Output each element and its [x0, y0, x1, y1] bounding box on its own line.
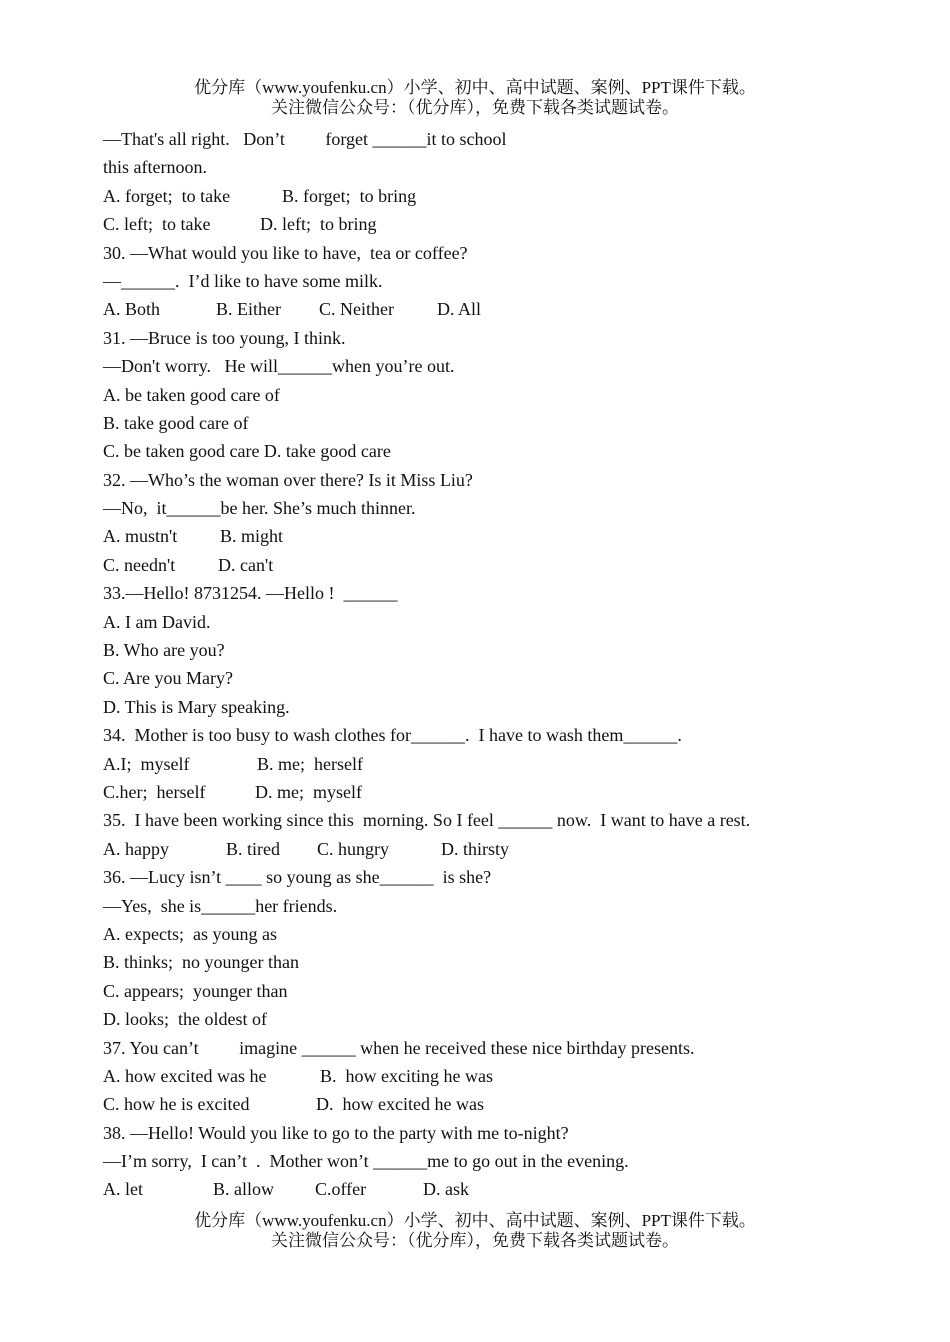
line-text: B. Who are you?	[103, 640, 225, 661]
text-line	[103, 579, 923, 607]
answer-option: A.I; myself	[103, 753, 190, 774]
answer-option: B. might	[220, 526, 284, 547]
answer-option: A. Both	[103, 299, 161, 320]
line-text: A. expects; as young as	[103, 923, 277, 944]
text-line	[103, 664, 923, 692]
options-line	[103, 1090, 923, 1118]
line-text: B. thinks; no younger than	[103, 952, 299, 973]
answer-option: A. let	[103, 1179, 143, 1200]
answer-option: B. how exciting he was	[320, 1065, 493, 1086]
page-footer	[0, 1211, 950, 1251]
line-text: —______. I’d like to have some milk.	[103, 270, 383, 291]
answer-option: B. tired	[226, 838, 280, 859]
text-line	[103, 437, 923, 465]
line-text: —I’m sorry, I can’t . Mother won’t ______me to go out in the evening.	[103, 1151, 629, 1172]
text-line	[103, 1005, 923, 1033]
line-text: 35. I have been working since this morning. So I feel ______ now. I want to have a rest.	[103, 810, 751, 831]
answer-option: C. Neither	[319, 299, 394, 320]
options-line	[103, 778, 923, 806]
line-text: 34. Mother is too busy to wash clothes for______. I have to wash them______.	[103, 725, 682, 746]
options-line	[103, 750, 923, 778]
answer-option: D. can't	[218, 554, 274, 575]
question-content	[103, 125, 923, 1204]
line-text: 36. —Lucy isn’t ____ so young as she______ is she?	[103, 867, 492, 888]
text-line	[103, 1147, 923, 1175]
text-line	[103, 806, 923, 834]
line-text: —Yes, she is______her friends.	[103, 895, 338, 916]
text-line	[103, 920, 923, 948]
line-text: —Don't worry. He will______when you’re out.	[103, 356, 455, 377]
answer-option: C. left; to take	[103, 214, 211, 235]
text-line	[103, 494, 923, 522]
answer-option: A. how excited was he	[103, 1065, 267, 1086]
line-text: D. This is Mary speaking.	[103, 696, 290, 717]
text-line	[103, 466, 923, 494]
options-line	[103, 522, 923, 550]
text-line	[103, 892, 923, 920]
text-line	[103, 381, 923, 409]
line-text: —No, it______be her. She’s much thinner.	[103, 498, 416, 519]
options-line	[103, 295, 923, 323]
answer-option: D. thirsty	[441, 838, 510, 859]
line-text: A. I am David.	[103, 611, 211, 632]
answer-option: B. forget; to bring	[282, 185, 417, 206]
line-text: C. be taken good care D. take good care	[103, 441, 391, 462]
options-line	[103, 1062, 923, 1090]
text-line	[103, 1119, 923, 1147]
text-line	[103, 352, 923, 380]
text-line	[103, 721, 923, 749]
text-line	[103, 267, 923, 295]
answer-option: D. me; myself	[255, 781, 362, 802]
options-line	[103, 210, 923, 238]
text-line	[103, 324, 923, 352]
line-text: 31. —Bruce is too young, I think.	[103, 327, 346, 348]
line-text: —That's all right. Don’t forget ______it to school	[103, 129, 507, 149]
text-line	[103, 409, 923, 437]
answer-option: B. me; herself	[257, 753, 363, 774]
line-text: 30. —What would you like to have, tea or coffee?	[103, 242, 468, 263]
answer-option: D. All	[437, 299, 482, 320]
line-text: B. take good care of	[103, 412, 249, 433]
text-line	[103, 125, 923, 153]
page-header	[0, 78, 950, 118]
line-text: 32. —Who’s the woman over there? Is it Miss Liu?	[103, 469, 473, 490]
answer-option: C. hungry	[317, 838, 389, 859]
text-line	[103, 863, 923, 891]
answer-option: C.her; herself	[103, 781, 206, 802]
line-text: C. Are you Mary?	[103, 668, 233, 689]
header-line-1: 优分库（www.youfenku.cn）小学、初中、高中试题、案例、PPT课件下载。	[194, 78, 756, 97]
text-line	[103, 977, 923, 1005]
header-line-2: 关注微信公众号：（优分库），免费下载各类试题试卷。	[271, 98, 679, 117]
answer-option: D. how excited he was	[316, 1094, 484, 1115]
options-line	[103, 835, 923, 863]
line-text: 38. —Hello! Would you like to go to the party with me to-night?	[103, 1122, 569, 1143]
line-text: 37. You can’t imagine ______ when he received these nice birthday presents.	[103, 1037, 695, 1058]
answer-option: A. forget; to take	[103, 185, 231, 206]
answer-option: A. happy	[103, 838, 169, 859]
footer-line-2: 关注微信公众号：（优分库），免费下载各类试题试卷。	[271, 1231, 679, 1250]
answer-option: C.offer	[315, 1179, 367, 1200]
line-text: A. be taken good care of	[103, 384, 280, 405]
answer-option: C. needn't	[103, 554, 176, 575]
text-line	[103, 1034, 923, 1062]
text-line	[103, 693, 923, 721]
text-line	[103, 608, 923, 636]
answer-option: A. mustn't	[103, 526, 178, 547]
line-text: this afternoon.	[103, 157, 207, 178]
answer-option: B. allow	[213, 1179, 274, 1200]
text-line	[103, 636, 923, 664]
footer-line-1: 优分库（www.youfenku.cn）小学、初中、高中试题、案例、PPT课件下载。	[194, 1211, 756, 1230]
options-line	[103, 551, 923, 579]
text-line	[103, 948, 923, 976]
answer-option: D. ask	[423, 1179, 469, 1200]
line-text: 33.—Hello! 8731254. —Hello ! ______	[103, 583, 398, 604]
answer-option: D. left; to bring	[260, 214, 377, 235]
answer-option: C. how he is excited	[103, 1094, 250, 1115]
text-line	[103, 153, 923, 181]
line-text: D. looks; the oldest of	[103, 1009, 267, 1030]
answer-option: B. Either	[216, 299, 281, 320]
line-text: C. appears; younger than	[103, 980, 288, 1001]
options-line	[103, 1175, 923, 1203]
text-line	[103, 239, 923, 267]
options-line	[103, 182, 923, 210]
